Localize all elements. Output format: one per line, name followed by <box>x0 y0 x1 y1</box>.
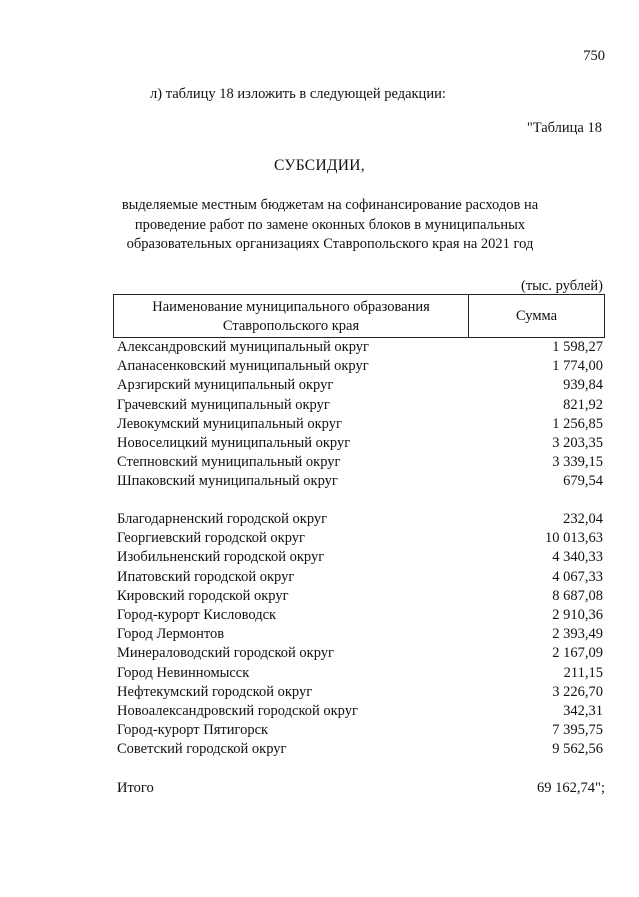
document-title: СУБСИДИИ, <box>274 157 365 174</box>
table-reference: "Таблица 18 <box>526 120 602 136</box>
row-value: 4 340,33 <box>552 549 603 566</box>
total-value: 69 162,74"; <box>537 780 605 796</box>
row-name: Георгиевский городской округ <box>117 530 305 547</box>
row-value: 10 013,63 <box>545 530 603 547</box>
row-name: Степновский муниципальный округ <box>117 454 341 471</box>
row-value: 9 562,56 <box>552 741 603 758</box>
table-row <box>117 396 605 415</box>
table-row <box>117 472 605 491</box>
table-row <box>117 376 605 395</box>
row-name: Город Невинномысск <box>117 664 250 681</box>
row-name: Левокумский муниципальный округ <box>117 415 342 432</box>
row-value: 342,31 <box>563 702 603 719</box>
row-name: Город-курорт Кисловодск <box>117 606 277 623</box>
table-row <box>117 357 605 376</box>
intro-text: л) таблицу 18 изложить в следующей редакции: <box>150 86 446 102</box>
table-row <box>117 721 605 740</box>
row-name: Новоселицкий муниципальный округ <box>117 434 351 451</box>
table-row <box>117 548 605 567</box>
row-name: Изобильненский городской округ <box>117 549 325 566</box>
table-row <box>117 702 605 721</box>
row-value: 821,92 <box>563 396 603 413</box>
row-name: Город Лермонтов <box>117 626 225 643</box>
row-value: 8 687,08 <box>552 587 603 604</box>
row-value: 3 226,70 <box>552 683 603 700</box>
row-value: 211,15 <box>563 664 603 681</box>
page-number: 750 <box>583 48 605 64</box>
row-name: Благодарненский городской округ <box>117 511 328 527</box>
table-row <box>117 415 605 434</box>
table-row <box>117 625 605 644</box>
row-value: 2 910,36 <box>552 606 603 623</box>
row-name: Арзгирский муниципальный округ <box>117 377 334 394</box>
row-name: Советский городской округ <box>117 741 287 758</box>
document-subtitle: выделяемые местным бюджетам на софинансирование расходов на проведение работ по замене оконных блоков в муниципальных образовательных организациях Ставропольского края на 2021 год <box>121 197 539 252</box>
total-label: Итого <box>117 780 154 796</box>
row-name: Ипатовский городской округ <box>117 568 295 585</box>
row-name: Город-курорт Пятигорск <box>117 722 269 739</box>
row-name: Апанасенковский муниципальный округ <box>117 358 369 375</box>
row-value: 232,04 <box>563 511 603 527</box>
table-row <box>117 644 605 663</box>
row-name: Шпаковский муниципальный округ <box>117 473 338 490</box>
row-value: 3 339,15 <box>552 454 603 471</box>
header-name-column: Наименование муниципального образования Ставропольского края <box>114 295 469 337</box>
table-row <box>117 568 605 587</box>
row-value: 1 256,85 <box>552 415 603 432</box>
row-name: Минераловодский городской округ <box>117 645 334 662</box>
table-row <box>117 740 605 759</box>
row-value: 1 598,27 <box>552 339 603 355</box>
row-name: Нефтекумский городской округ <box>117 683 313 700</box>
table-row <box>117 587 605 606</box>
city-districts-list <box>117 510 605 759</box>
units-label: (тыс. рублей) <box>521 278 603 294</box>
table-row <box>117 529 605 548</box>
header-sum-column: Сумма <box>515 307 558 324</box>
row-value: 679,54 <box>563 473 603 490</box>
row-value: 1 774,00 <box>552 358 603 375</box>
row-name: Александровский муниципальный округ <box>117 339 369 355</box>
table-row <box>117 606 605 625</box>
total-row <box>117 778 605 798</box>
table-row <box>117 434 605 453</box>
row-name: Кировский городской округ <box>117 587 289 604</box>
row-name: Грачевский муниципальный округ <box>117 396 330 413</box>
row-value: 2 393,49 <box>552 626 603 643</box>
table-row <box>117 453 605 472</box>
table-row <box>117 683 605 702</box>
row-value: 7 395,75 <box>552 722 603 739</box>
municipal-districts-list <box>117 338 605 492</box>
table-header <box>113 294 605 338</box>
row-value: 2 167,09 <box>552 645 603 662</box>
table-row <box>117 510 605 529</box>
row-name: Новоалександровский городской округ <box>117 702 358 719</box>
row-value: 3 203,35 <box>552 434 603 451</box>
row-value: 939,84 <box>563 377 603 394</box>
table-row <box>117 664 605 683</box>
row-value: 4 067,33 <box>552 568 603 585</box>
table-row <box>117 338 605 357</box>
